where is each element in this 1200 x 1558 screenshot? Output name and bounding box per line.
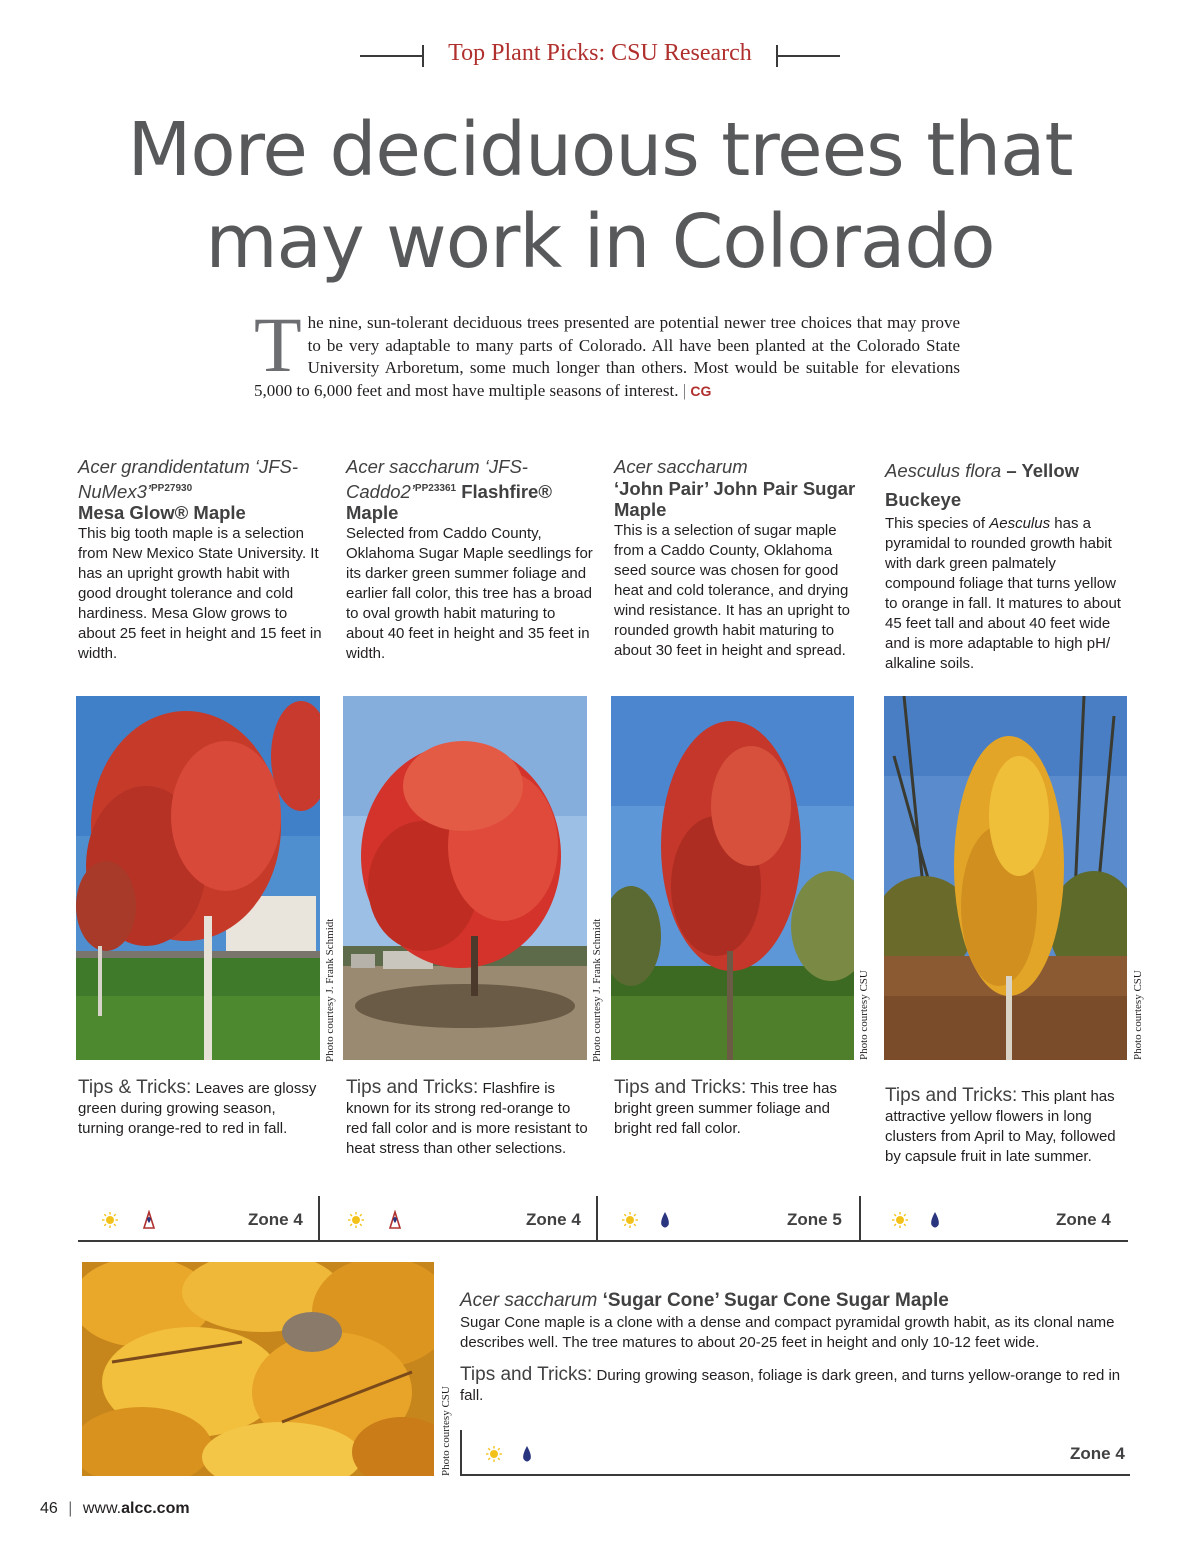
zone-label: Zone 4: [1070, 1444, 1125, 1463]
zone-bar: [78, 1196, 1128, 1242]
tips-text: Flashfire is known for its strong red-orange to red fall color and is more resistant to heat stress than other selections.: [346, 1080, 588, 1157]
tips-text: This tree has bright green summer foliage and bright red fall color.: [614, 1080, 837, 1137]
page-title-line-1: More deciduous trees that: [127, 107, 1073, 193]
tree-title: [460, 1289, 1140, 1313]
tree-common-name: Flashfire® Maple: [346, 480, 552, 524]
page-footer: [40, 1500, 190, 1518]
tree-patent: PP27930: [151, 482, 193, 494]
photo-credit: Photo courtesy CSU: [1132, 970, 1144, 1060]
tree-description: This is a selection of sugar maple from a Caddo County, Oklahoma seed source was chosen for good heat and cold tolerance, and drying wind resistance. It has an upright to rounded growth habit maturing to about 30 feet in height and spread.: [614, 521, 850, 659]
tree-entry-sugar-cone: [460, 1289, 1140, 1406]
tree-description: Sugar Cone maple is a clone with a dense and compact pyramidal growth habit, as its clonal name describes well. The tree matures to about 20-25 feet in height and only 10-12 feet wide.: [460, 1314, 1115, 1351]
tips-label: Tips and Tricks:: [460, 1364, 593, 1385]
tree-common-name: – Yellow Buckeye: [885, 460, 1080, 510]
photo-yellow-buckeye: [884, 696, 1127, 1060]
photo-credit: Photo courtesy J. Frank Schmidt: [591, 918, 603, 1062]
page-title: [40, 104, 1160, 288]
tree-common-name: Mesa Glow® Maple: [78, 502, 246, 524]
tree-title: [78, 456, 326, 524]
tips-john-pair: [614, 1078, 858, 1139]
page-title-line-2: may work in Colorado: [205, 199, 995, 285]
photo-john-pair: [611, 696, 854, 1060]
tree-scientific-name: Acer saccharum: [614, 456, 748, 477]
photo-credit: Photo courtesy CSU: [440, 1386, 452, 1476]
zone-bar-feature: [460, 1430, 1130, 1476]
section-kicker: [0, 40, 1200, 70]
footer-url-prefix: www.: [82, 1500, 122, 1517]
tips-mesa-glow: [78, 1078, 322, 1139]
kicker-tick-left: [422, 45, 424, 67]
intro-separator: |: [682, 380, 687, 400]
tree-scientific-name: Acer saccharum ‘JFS-Caddo2’: [346, 456, 528, 502]
photo-credit: Photo courtesy CSU: [858, 970, 870, 1060]
water-drop-icon: [520, 1444, 534, 1464]
tree-scientific-name: Acer grandidentatum ‘JFS-NuMex3’: [78, 456, 299, 502]
footer-separator: |: [68, 1500, 73, 1517]
photo-sugar-cone-image: [82, 1262, 434, 1476]
intro-text: he nine, sun-tolerant deciduous trees presented are potential newer tree choices that may prove to be very adaptable to many parts of Colorado. All have been planted at the Colorado State University Arboretum, some much longer than others. Most would be suitable for elevations 5,000 to 6,000 feet and most have multiple seasons of interest.: [254, 313, 960, 400]
water-drop-icon: [658, 1210, 672, 1230]
tree-entry-yellow-buckeye: [885, 456, 1130, 674]
intro-dropcap: T: [254, 301, 302, 388]
tips-sugar-cone: [460, 1365, 1140, 1406]
page-number: 46: [40, 1500, 58, 1517]
photo-yellow-buckeye-image: [884, 696, 1127, 1060]
drought-icon: [388, 1210, 402, 1230]
tree-entry-john-pair: [614, 456, 862, 661]
water-drop-icon: [928, 1210, 942, 1230]
tree-description-rest: has a pyramidal to rounded growth habit with dark green palmately compound foliage that turns yellow to orange in fall. It matures to about 45 feet tall and about 40 feet wide and is more adaptable to high pH/ alkaline soils.: [885, 515, 1121, 672]
zone-divider: [596, 1196, 598, 1240]
photo-flashfire-image: [343, 696, 587, 1060]
photo-credit: Photo courtesy J. Frank Schmidt: [324, 918, 336, 1062]
tree-scientific-name: Aesculus flora: [885, 460, 1002, 481]
tree-common-name: ‘Sugar Cone’ Sugar Cone Sugar Maple: [602, 1290, 949, 1311]
tree-patent: PP23361: [414, 482, 457, 494]
photo-mesa-glow: [76, 696, 320, 1060]
intro-paragraph: [254, 301, 960, 402]
tree-title: [614, 456, 862, 521]
sun-icon: [622, 1212, 638, 1228]
tree-title: [346, 456, 594, 524]
kicker-text: Top Plant Picks: CSU Research: [448, 40, 752, 66]
tips-label: Tips and Tricks:: [885, 1085, 1018, 1106]
photo-john-pair-image: [611, 696, 854, 1060]
intro-signoff: CG: [690, 382, 712, 399]
tips-yellow-buckeye: [885, 1086, 1129, 1167]
tree-title: [885, 456, 1130, 514]
footer-url-domain: alcc.com: [121, 1500, 190, 1517]
tips-text: During growing season, foliage is dark green, and turns yellow-orange to red in fall.: [460, 1367, 1121, 1404]
zone-divider: [460, 1430, 462, 1476]
sun-icon: [486, 1446, 502, 1462]
tips-text: This plant has attractive yellow flowers in long clusters from April to May, followed by capsule fruit in late summer.: [885, 1088, 1116, 1165]
zone-label: Zone 4: [526, 1210, 581, 1229]
sun-icon: [892, 1212, 908, 1228]
tree-description: This big tooth maple is a selection from New Mexico State University. It has an upright growth habit with good drought tolerance and cold hardiness. Mesa Glow grows to about 25 feet in height and 15 feet in width.: [78, 524, 322, 662]
tree-description: Selected from Caddo County, Oklahoma Sugar Maple seedlings for its darker green summer foliage and earlier fall color, this tree has a broad to oval growth habit maturing to about 40 feet in height and 35 feet in width.: [346, 524, 593, 662]
tips-text: Leaves are glossy green during growing season, turning orange-red to red in fall.: [78, 1080, 317, 1137]
zone-divider: [859, 1196, 861, 1240]
tree-scientific-name: Acer saccharum: [460, 1290, 598, 1311]
tree-entry-flashfire: [346, 456, 594, 664]
tree-description-pre: This species of: [885, 515, 990, 532]
tips-label: Tips & Tricks:: [78, 1077, 192, 1098]
zone-label: Zone 4: [248, 1210, 303, 1229]
sun-icon: [102, 1212, 118, 1228]
kicker-rule-right: [776, 55, 840, 57]
photo-mesa-glow-image: [76, 696, 320, 1060]
sun-icon: [348, 1212, 364, 1228]
tree-description-genus: Aesculus: [989, 515, 1051, 532]
tree-entry-mesa-glow: [78, 456, 326, 664]
tips-label: Tips and Tricks:: [614, 1077, 747, 1098]
drought-icon: [142, 1210, 156, 1230]
tips-label: Tips and Tricks:: [346, 1077, 479, 1098]
tree-description: [885, 514, 1130, 674]
tree-common-name: ‘John Pair’ John Pair Sugar Maple: [614, 477, 856, 520]
kicker-rule-left: [360, 55, 424, 57]
zone-label: Zone 5: [787, 1210, 842, 1229]
photo-sugar-cone: [82, 1262, 434, 1476]
photo-flashfire: [343, 696, 587, 1060]
zone-divider: [318, 1196, 320, 1240]
zone-label: Zone 4: [1056, 1210, 1111, 1229]
tips-flashfire: [346, 1078, 590, 1159]
